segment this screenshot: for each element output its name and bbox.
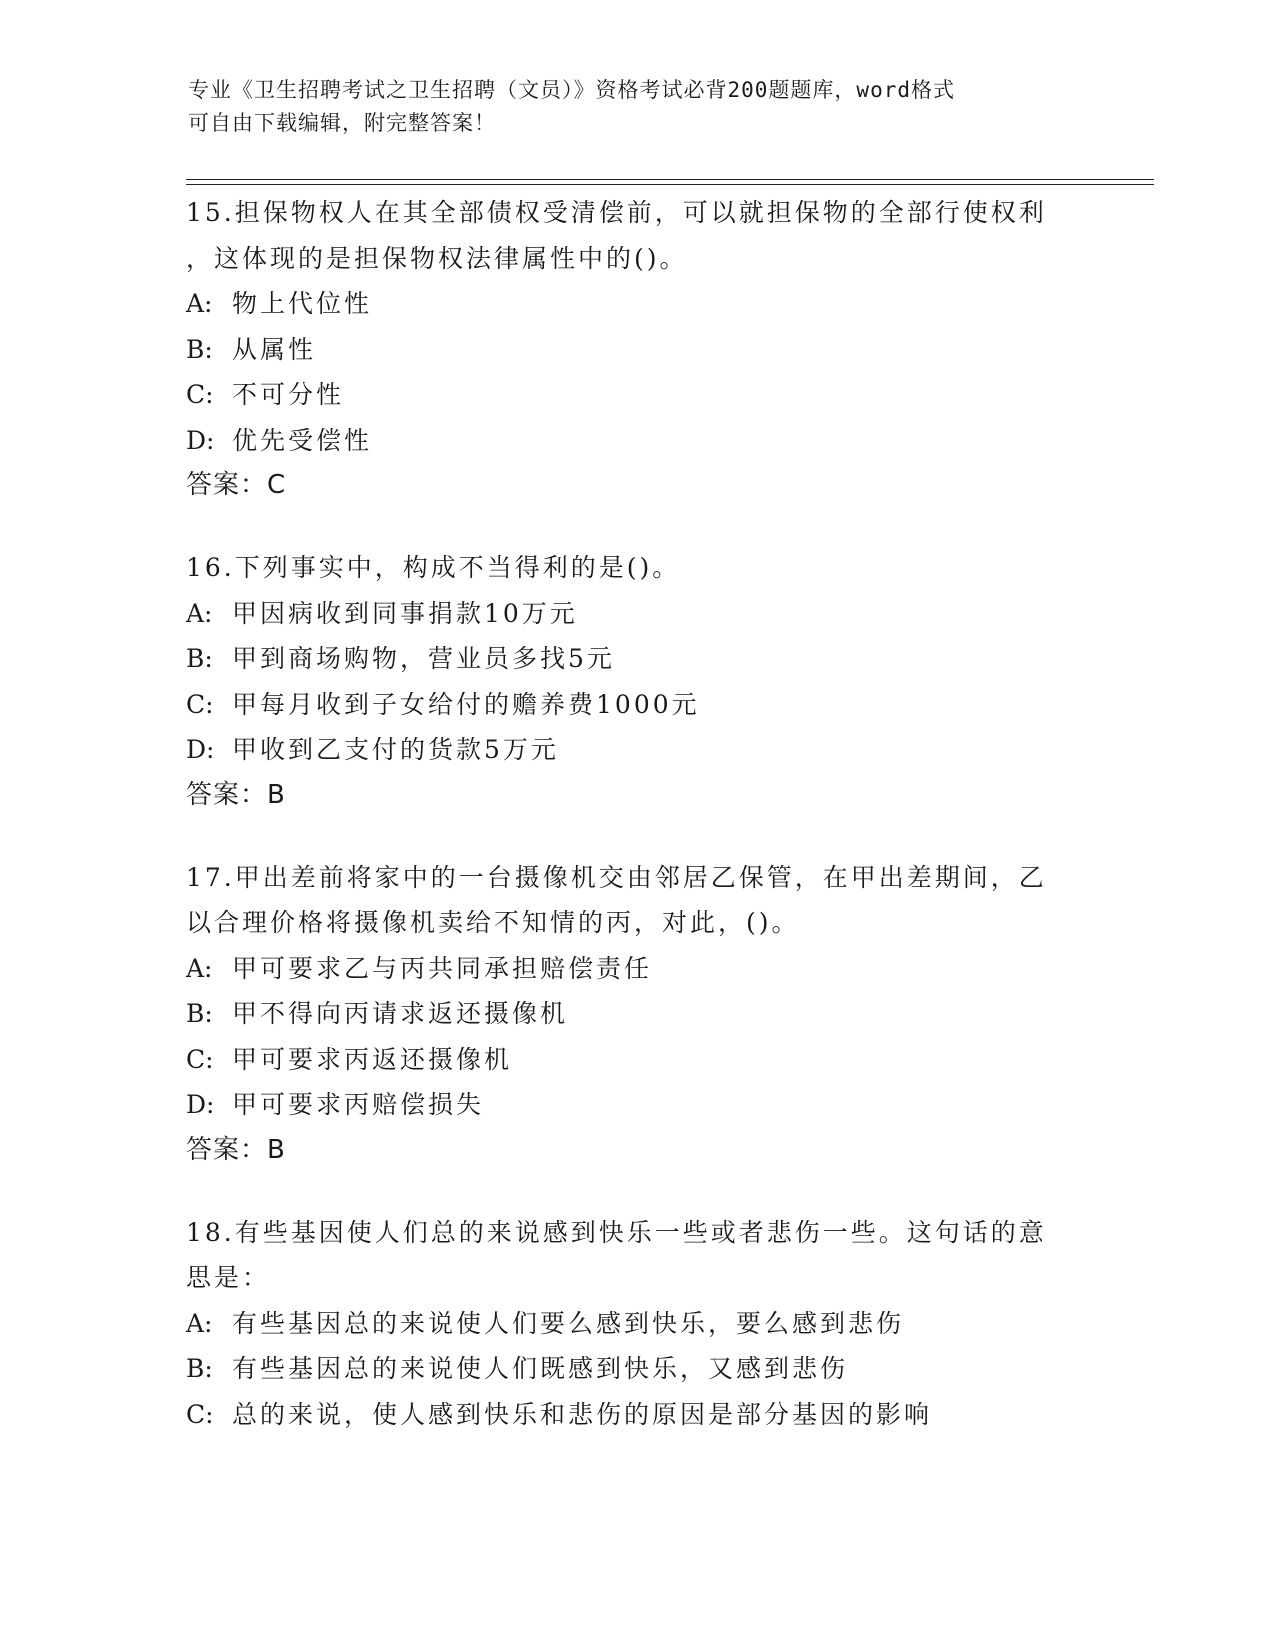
option-b xyxy=(186,327,1086,373)
option-text: 优先受偿性 xyxy=(232,425,373,455)
option-letter: C: xyxy=(186,689,214,719)
option-b xyxy=(186,991,1086,1037)
question-stem-line: ，这体现的是担保物权法律属性中的()。 xyxy=(186,243,688,273)
option-letter: D: xyxy=(186,735,215,764)
option-text: 有些基因总的来说使人们既感到快乐，又感到悲伤 xyxy=(232,1354,849,1383)
option-text: 甲可要求丙赔偿损失 xyxy=(232,1090,485,1119)
option-letter: C: xyxy=(186,1399,214,1429)
question-16 xyxy=(186,545,1086,818)
question-list xyxy=(186,190,1086,1474)
option-b xyxy=(186,636,1086,682)
option-text: 不可分性 xyxy=(232,380,345,409)
question-18 xyxy=(186,1210,1086,1438)
option-letter: B: xyxy=(186,1354,213,1383)
option-c xyxy=(186,1392,1086,1438)
header-line-2: 可自由下载编辑，附完整答案！ xyxy=(188,111,496,135)
header-divider-top xyxy=(186,179,1154,180)
option-text: 甲因病收到同事捐款10万元 xyxy=(232,598,578,628)
question-stem-line: 17.甲出差前将家中的一台摄像机交由邻居乙保管，在甲出差期间，乙 xyxy=(186,862,1047,892)
option-text: 甲可要求丙返还摄像机 xyxy=(232,1044,513,1074)
option-c xyxy=(186,1037,1086,1083)
option-text: 总的来说，使人感到快乐和悲伤的原因是部分基因的影响 xyxy=(232,1399,933,1429)
option-a xyxy=(186,1301,1086,1347)
option-text: 甲可要求乙与丙共同承担赔偿责任 xyxy=(232,953,653,983)
option-text: 有些基因总的来说使人们要么感到快乐，要么感到悲伤 xyxy=(232,1308,905,1338)
document-header xyxy=(188,74,1088,140)
option-a xyxy=(186,281,1086,327)
option-d xyxy=(186,418,1086,464)
header-divider-bottom xyxy=(186,184,1154,185)
option-letter: B: xyxy=(186,644,213,673)
header-line-1: 专业《卫生招聘考试之卫生招聘（文员）》资格考试必背200题题库，word格式 xyxy=(188,78,955,102)
answer-line: 答案：C xyxy=(186,470,287,500)
option-a xyxy=(186,946,1086,992)
answer-line: 答案：B xyxy=(186,1134,286,1165)
option-letter: B: xyxy=(186,334,213,364)
question-stem-line: 以合理价格将摄像机卖给不知情的丙，对此，()。 xyxy=(186,908,800,937)
option-letter: D: xyxy=(186,425,215,455)
option-b xyxy=(186,1346,1086,1392)
question-stem-line: 18.有些基因使人们总的来说感到快乐一些或者悲伤一些。这句话的意 xyxy=(186,1217,1047,1247)
option-c xyxy=(186,372,1086,418)
question-stem-line: 16.下列事实中，构成不当得利的是()。 xyxy=(186,553,681,582)
option-letter: C: xyxy=(186,1044,214,1074)
option-a xyxy=(186,591,1086,637)
question-stem-line: 15.担保物权人在其全部债权受清偿前，可以就担保物的全部行使权利 xyxy=(186,198,1047,227)
question-15 xyxy=(186,190,1086,508)
option-text: 甲收到乙支付的货款5万元 xyxy=(232,735,559,764)
option-letter: B: xyxy=(186,999,213,1028)
option-d xyxy=(186,1082,1086,1128)
option-text: 甲不得向丙请求返还摄像机 xyxy=(232,999,569,1028)
option-letter: A: xyxy=(186,953,213,983)
option-text: 甲每月收到子女给付的赡养费1000元 xyxy=(232,689,700,719)
question-stem-line: 思是： xyxy=(186,1263,271,1292)
option-text: 从属性 xyxy=(232,334,317,364)
option-letter: C: xyxy=(186,380,214,409)
question-17 xyxy=(186,855,1086,1173)
option-letter: D: xyxy=(186,1090,215,1119)
option-text: 甲到商场购物，营业员多找5元 xyxy=(232,644,615,673)
option-letter: A: xyxy=(186,289,213,318)
option-text: 物上代位性 xyxy=(232,289,373,318)
option-letter: A: xyxy=(186,1308,213,1338)
answer-line: 答案：B xyxy=(186,779,286,810)
option-d xyxy=(186,727,1086,773)
option-letter: A: xyxy=(186,598,213,628)
option-c xyxy=(186,682,1086,728)
